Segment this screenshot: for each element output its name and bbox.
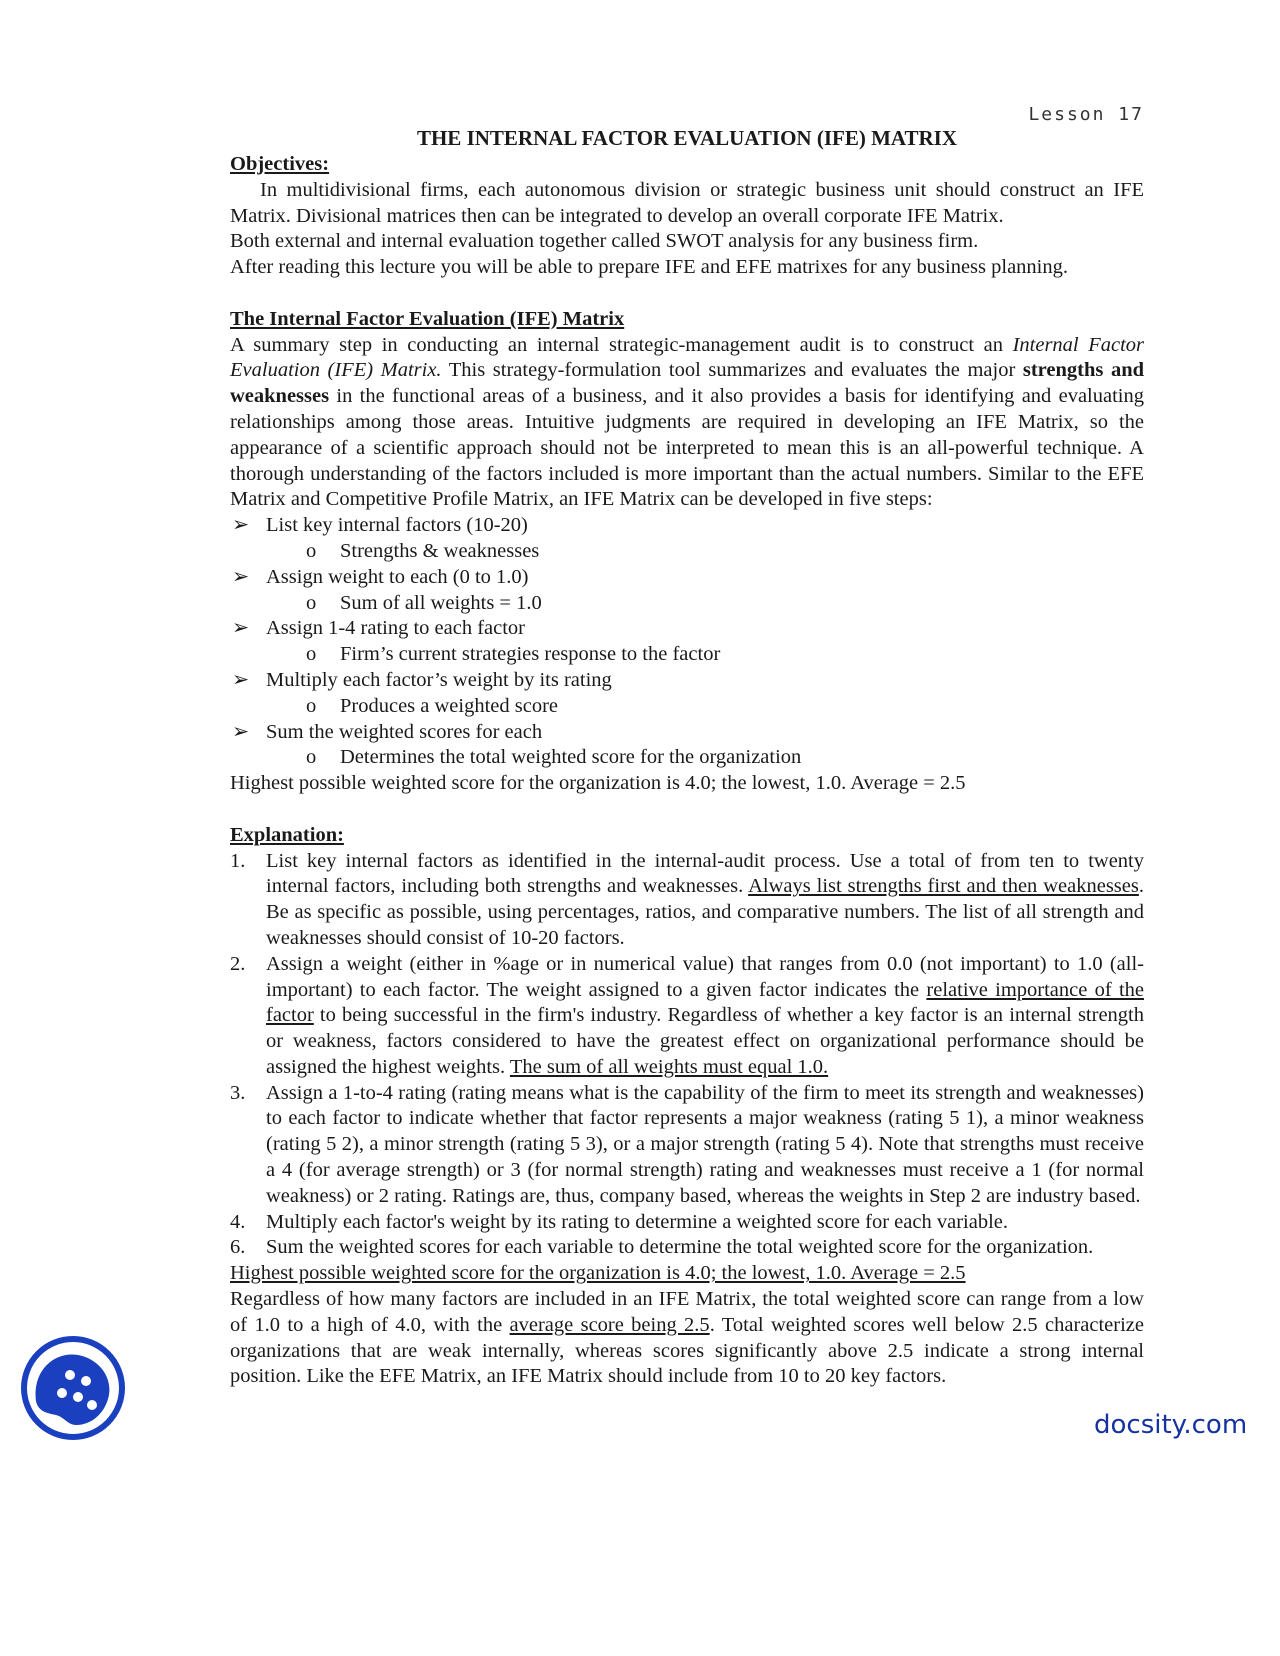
item-text: to being successful in the firm's industry. Regardless of whether a key factor is an internal strength or weakness, factors considered to have the greatest effect on organizational performance should be assigned the highest weights. — [266, 1004, 1144, 1078]
page-title: THE INTERNAL FACTOR EVALUATION (IFE) MATRIX — [416, 126, 958, 150]
item-number: 3. — [230, 1081, 246, 1104]
item-number: 2. — [230, 952, 246, 975]
step-text: Assign weight to each (0 to 1.0) — [266, 565, 529, 588]
circle-bullet-icon: o — [306, 591, 317, 614]
arrow-bullet-icon: ➢ — [232, 668, 250, 691]
ife-heading: The Internal Factor Evaluation (IFE) Matrix — [230, 307, 625, 330]
arrow-bullet-icon: ➢ — [232, 565, 250, 588]
explanation-item — [230, 1081, 1144, 1210]
arrow-bullet-icon: ➢ — [232, 617, 250, 640]
explanation-summary: Highest possible weighted score for the organization is 4.0; the lowest, 1.0. Average = 2.5 — [230, 1262, 966, 1285]
objectives-heading: Objectives: — [230, 153, 330, 175]
circle-bullet-icon: o — [306, 539, 317, 562]
step-text: Multiply each factor’s weight by its rating — [266, 668, 612, 691]
explanation-item — [230, 849, 1144, 952]
closing-emphasis: average score being 2.5 — [509, 1313, 710, 1336]
ife-intro-paragraph — [230, 333, 1144, 514]
step-item — [230, 668, 1144, 694]
step-sub-text: Sum of all weights = 1.0 — [340, 591, 542, 614]
step-text: Sum the weighted scores for each — [266, 720, 543, 743]
item-text: Multiply each factor's weight by its rating to determine a weighted score for each variable. — [266, 1210, 1008, 1233]
item-emphasis: relative importance of the factor — [266, 978, 1144, 1027]
docsity-watermark[interactable]: docsity.com — [1094, 1410, 1248, 1440]
step-sub-item — [230, 539, 1144, 565]
item-number: 6. — [230, 1236, 246, 1259]
item-text: Assign a weight (either in %age or in numerical value) that ranges from 0.0 (not important) to 1.0 (all-important) to each factor. The weight assigned to a given factor indicates the — [266, 952, 1144, 1001]
step-sub-text: Produces a weighted score — [340, 694, 559, 717]
spacer — [230, 797, 1144, 823]
circle-bullet-icon: o — [306, 746, 317, 769]
arrow-bullet-icon: ➢ — [232, 514, 250, 537]
item-text: List key internal factors as identified in the internal-audit process. Use a total of from ten to twenty internal factors, including both strengths and weaknesses. — [266, 849, 1144, 898]
item-text: Sum the weighted scores for each variable to determine the total weighted score for the organization. — [266, 1236, 1094, 1259]
step-sub-text: Firm’s current strategies response to the factor — [340, 643, 721, 666]
step-text: Assign 1-4 rating to each factor — [266, 617, 526, 640]
docsity-logo-icon — [20, 1335, 126, 1441]
step-sub-item — [230, 694, 1144, 720]
circle-bullet-icon: o — [306, 694, 317, 717]
step-sub-item — [230, 745, 1144, 771]
objectives-paragraph-3: After reading this lecture you will be able to prepare IFE and EFE matrixes for any business planning. — [230, 256, 1068, 279]
ife-intro-italic: Internal Factor Evaluation (IFE) Matrix. — [230, 333, 1144, 382]
objectives-paragraph-2: Both external and internal evaluation together called SWOT analysis for any business firm. — [230, 230, 979, 253]
lesson-number: Lesson 17 — [1028, 104, 1144, 125]
closing-text-b: . Total weighted scores well below 2.5 characterize organizations that are weak internally, whereas scores significantly above 2.5 indicate a strong internal position. Like the EFE Matrix, an IFE Matrix should include from 10 to 20 key factors. — [230, 1313, 1144, 1388]
item-number: 1. — [230, 849, 246, 872]
explanation-heading: Explanation: — [230, 823, 344, 846]
explanation-item — [230, 952, 1144, 1081]
step-sub-item — [230, 642, 1144, 668]
item-text: . Be as specific as possible, using percentages, ratios, and comparative numbers. The list of all strength and weaknesses should consist of 10-20 factors. — [266, 875, 1144, 949]
ife-summary: Highest possible weighted score for the organization is 4.0; the lowest, 1.0. Average = 2.5 — [230, 772, 966, 795]
step-item — [230, 513, 1144, 539]
step-sub-text: Determines the total weighted score for the organization — [340, 746, 802, 769]
ife-intro-text-b: This strategy-formulation tool summarizes and evaluates the major — [441, 359, 1023, 382]
ife-intro-bold: strengths and weaknesses — [230, 359, 1144, 408]
step-sub-item — [230, 591, 1144, 617]
explanation-item — [230, 1210, 1144, 1236]
step-sub-text: Strengths & weaknesses — [340, 539, 540, 562]
document-body — [230, 152, 1144, 1390]
item-number: 4. — [230, 1210, 246, 1233]
item-emphasis: Always list strengths first and then weaknesses — [748, 875, 1139, 898]
step-item — [230, 720, 1144, 746]
closing-text-a: Regardless of how many factors are included in an IFE Matrix, the total weighted score can range from a low of 1.0 to a high of 4.0, with the — [230, 1288, 1144, 1336]
step-text: List key internal factors (10-20) — [266, 514, 528, 537]
circle-bullet-icon: o — [306, 643, 317, 666]
item-text: Assign a 1-to-4 rating (rating means what is the capability of the firm to meet its strength and weaknesses) to each factor to indicate whether that factor represents a major weakness (rating 5 1), a minor weakness (rating 5 2), a minor strength (rating 5 3), or a major strength (rating 5 4). Note that strengths must receive a 4 (for average strength) or 3 (for normal strength) rating and weaknesses must receive a 1 (for normal weakness) or 2 rating. Ratings are, thus, company based, whereas the weights in Step 2 are industry based. — [266, 1081, 1144, 1207]
closing-paragraph — [230, 1287, 1144, 1390]
item-emphasis: The sum of all weights must equal 1.0. — [509, 1055, 829, 1078]
ife-intro-text-c: in the functional areas of a business, and it also provides a basis for identifying and evaluating relationships among those areas. Intuitive judgments are required in developing an IFE Matrix, so the appearance of a scientific approach should not be interpreted to mean this is an all-powerful technique. A thorough understanding of the factors included is more important than the actual numbers. Similar to the EFE Matrix and Competitive Profile Matrix, an IFE Matrix can be developed in five steps: — [230, 385, 1144, 511]
spacer — [230, 281, 1144, 307]
ife-intro-text-a: A summary step in conducting an internal strategic-management audit is to construct an — [230, 333, 1013, 356]
objectives-paragraph-1: In multidivisional firms, each autonomous division or strategic business unit should construct an IFE Matrix. Divisional matrices then can be integrated to develop an overall corporate IFE Matrix. — [230, 178, 1144, 227]
step-item — [230, 616, 1144, 642]
explanation-item — [230, 1235, 1144, 1261]
step-item — [230, 565, 1144, 591]
arrow-bullet-icon: ➢ — [232, 720, 250, 743]
